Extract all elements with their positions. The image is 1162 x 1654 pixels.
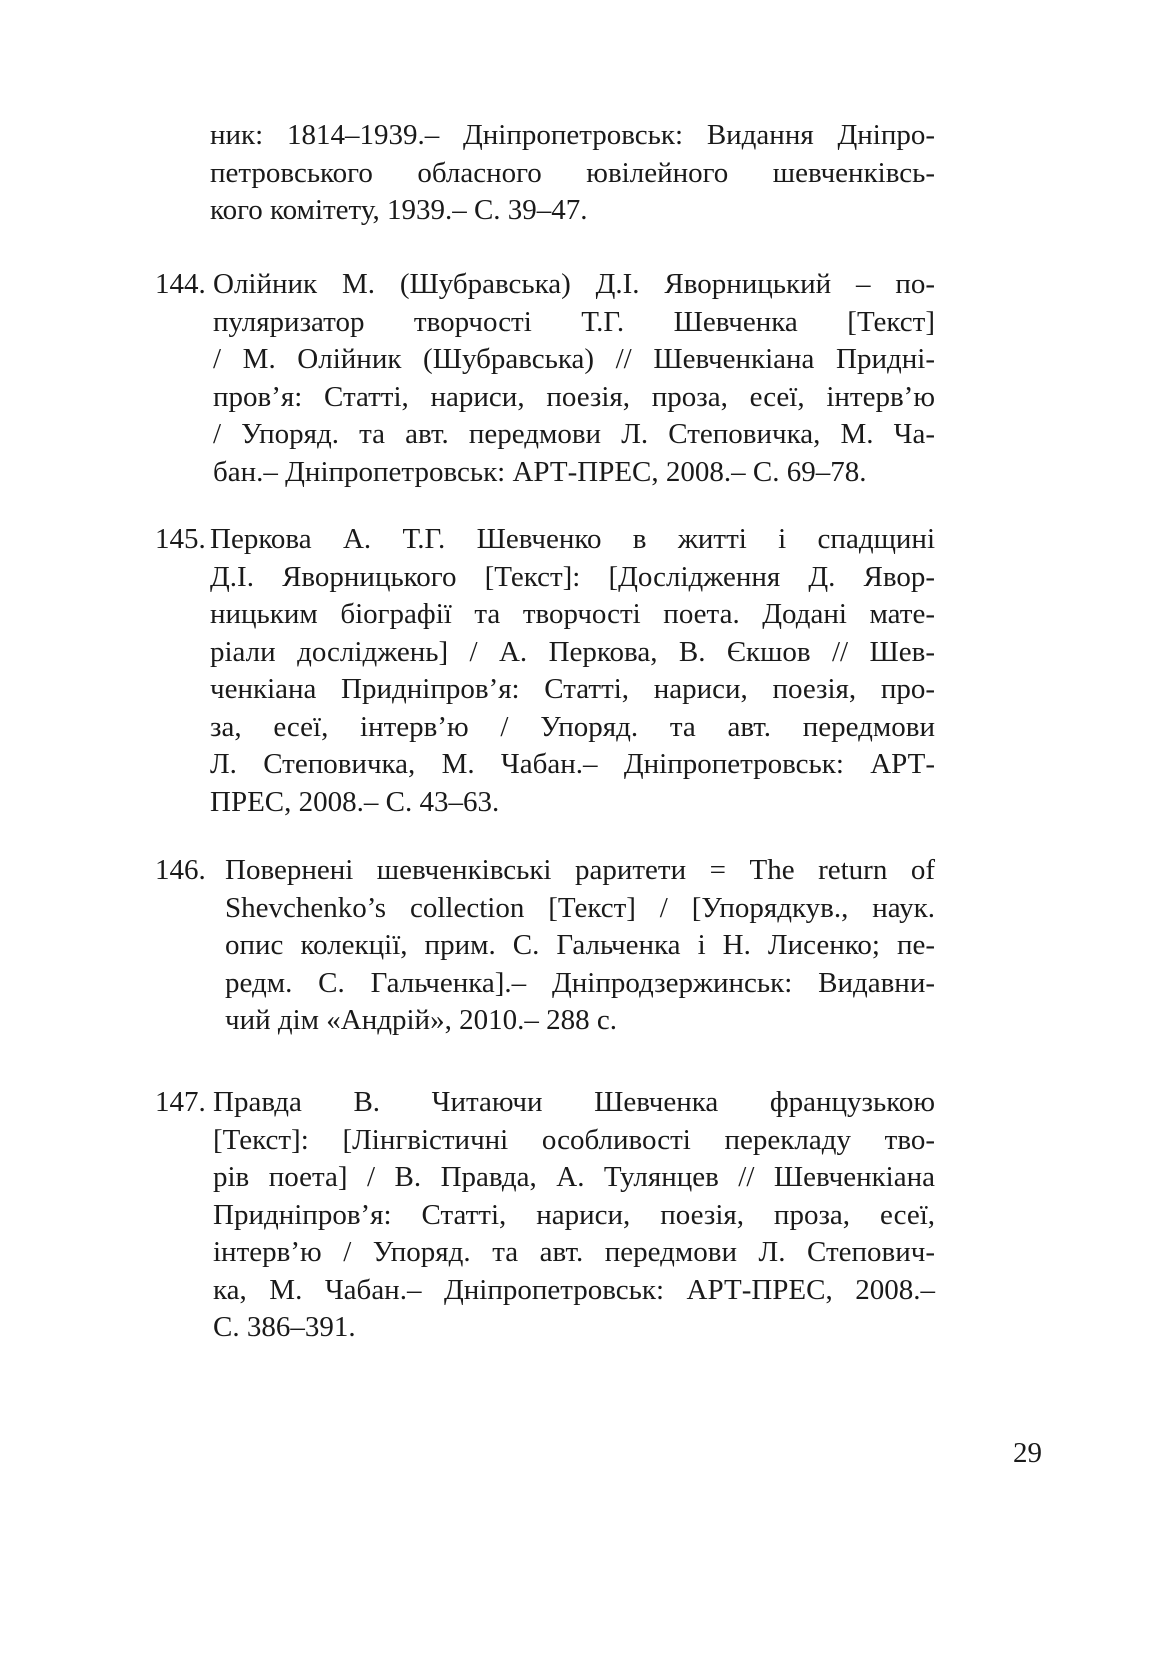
text-line: бан.– Дніпропетровськ: АРТ-ПРЕС, 2008.– С. 69–78. — [213, 455, 867, 488]
entry-text — [213, 266, 935, 491]
text-line: пров’я: Статті, нариси, поезія, проза, есеї, інтерв’ю — [213, 380, 935, 413]
text-line: Л. Степовичка, М. Чабан.– Дніпропетровськ: АРТ- — [210, 748, 935, 780]
text-line: С. 386–391. — [213, 1311, 356, 1343]
text-line: Придніпров’я: Статті, нариси, поезія, проза, есеї, — [213, 1198, 935, 1231]
text-line: ницьким біографії та творчості поета. Додані мате- — [210, 598, 935, 630]
text-line: ченкіана Придніпров’я: Статті, нариси, поезія, про- — [210, 673, 935, 705]
entry-text — [213, 1084, 935, 1347]
text-line: Правда В. Читаючи Шевченка французькою — [213, 1086, 935, 1118]
text-line: редм. С. Гальченка].– Дніпродзержинськ: Видавни- — [225, 966, 935, 999]
text-line: опис колекції, прим. С. Гальченка і Н. Лисенко; пе- — [225, 929, 935, 961]
text-line: інтерв’ю / Упоряд. та авт. передмови Л. Степович- — [213, 1236, 935, 1268]
bibliography-entry-146 — [155, 852, 935, 1040]
text-line: Shevchenko’s collection [Текст] / [Упорядкув., наук. — [225, 891, 935, 924]
text-line: ник: 1814–1939.– Дніпропетровськ: Видання Дніпро- — [210, 119, 935, 151]
page-number: 29 — [1013, 1437, 1042, 1469]
text-line: кого комітету, 1939.– С. 39–47. — [210, 194, 588, 226]
bibliography-entry-145 — [155, 521, 935, 821]
text-line: ка, М. Чабан.– Дніпропетровськ: АРТ-ПРЕС, 2008.– — [213, 1273, 935, 1306]
text-line: за, есеї, інтерв’ю / Упоряд. та авт. передмови — [210, 710, 935, 743]
text-line: ПРЕС, 2008.– С. 43–63. — [210, 785, 500, 818]
text-line: Олійник М. (Шубравська) Д.І. Яворницький – по- — [213, 268, 935, 300]
text-line: ріали досліджень] / А. Перкова, В. Єкшов // Шев- — [210, 635, 935, 668]
text-line: петровського обласного ювілейного шевченківсь- — [210, 156, 935, 189]
entry-text — [210, 521, 935, 821]
text-line: [Текст]: [Лінгвістичні особливості перекладу тво- — [213, 1123, 935, 1156]
entry-text — [225, 852, 935, 1040]
bibliography-entry-147 — [155, 1084, 935, 1347]
text-line: / М. Олійник (Шубравська) // Шевченкіана Придні- — [213, 343, 935, 375]
entry-number: 147. — [155, 1086, 206, 1118]
text-line: рів поета] / В. Правда, А. Тулянцев // Шевченкіана — [213, 1161, 935, 1193]
entry-number: 144. — [155, 268, 206, 300]
text-line: / Упоряд. та авт. передмови Л. Степовичка, М. Ча- — [213, 418, 935, 450]
entry-number: 145. — [155, 523, 206, 555]
entry-number: 146. — [155, 854, 206, 886]
bibliography-entry-144 — [155, 266, 935, 491]
text-line: чий дім «Андрій», 2010.– 288 с. — [225, 1004, 617, 1036]
text-line: пуляризатор творчості Т.Г. Шевченка [Текст] — [213, 305, 935, 338]
text-line: Д.І. Яворницького [Текст]: [Дослідження Д. Явор- — [210, 560, 935, 593]
text-line: Перкова А. Т.Г. Шевченко в житті і спадщині — [210, 523, 935, 555]
continuation-entry-143 — [155, 117, 935, 230]
text-line: Повернені шевченківські раритети = The return of — [225, 854, 935, 886]
